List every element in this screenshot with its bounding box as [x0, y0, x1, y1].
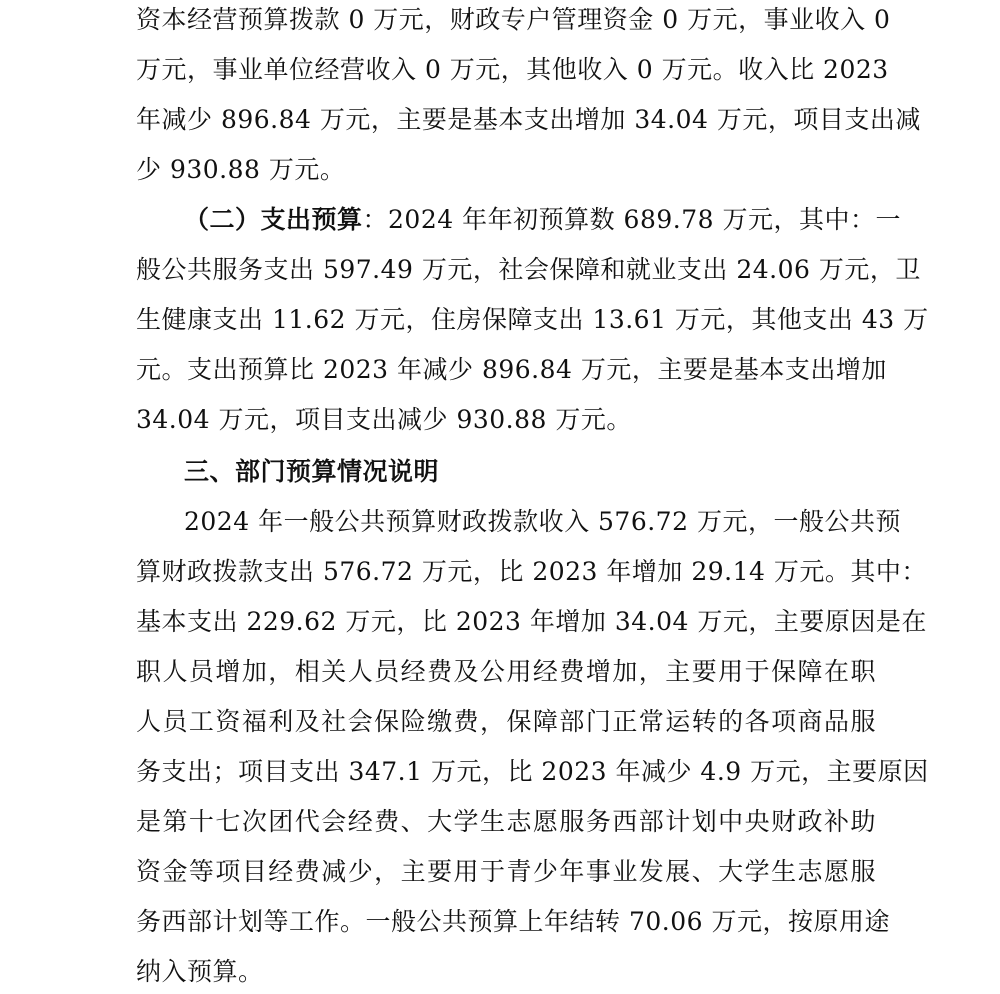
paragraph-3-line-8: 资金等项目经费减少，主要用于青少年事业发展、大学生志愿服 [136, 857, 876, 886]
paragraph-3-line-3: 基本支出 229.62 万元，比 2023 年增加 34.04 万元，主要原因是在 [136, 607, 927, 636]
paragraph-2-line-4: 元。支出预算比 2023 年减少 896.84 万元，主要是基本支出增加 [136, 355, 887, 384]
paragraph-3-line-2: 算财政拨款支出 576.72 万元，比 2023 年增加 29.14 万元。其中： [136, 557, 927, 586]
paragraph-2-line-3: 生健康支出 11.62 万元，住房保障支出 13.61 万元，其他支出 43 万 [136, 305, 929, 334]
paragraph-3-line-7: 是第十七次团代会经费、大学生志愿服务西部计划中央财政补助 [136, 807, 876, 836]
paragraph-3-line-9: 务西部计划等工作。一般公共预算上年结转 70.06 万元，按原用途 [136, 907, 890, 936]
paragraph-2-line-5: 34.04 万元，项目支出减少 930.88 万元。 [136, 405, 632, 434]
paragraph-1-line-1: 资本经营预算拨款 0 万元，财政专户管理资金 0 万元，事业收入 0 [136, 5, 891, 34]
paragraph-2-line-1 [184, 198, 901, 242]
paragraph-3-line-4: 职人员增加，相关人员经费及公用经费增加，主要用于保障在职 [136, 657, 876, 686]
paragraph-2-line-2: 般公共服务支出 597.49 万元，社会保障和就业支出 24.06 万元，卫 [136, 255, 921, 284]
paragraph-3-line-10: 纳入预算。 [136, 957, 264, 986]
paragraph-3-line-6: 务支出；项目支出 347.1 万元，比 2023 年减少 4.9 万元，主要原因 [136, 757, 929, 786]
section-heading: 三、部门预算情况说明 [184, 457, 440, 486]
paragraph-2-first-line-rest: ：2024 年年初预算数 689.78 万元，其中：一 [362, 205, 901, 234]
paragraph-3-line-5: 人员工资福利及社会保险缴费，保障部门正常运转的各项商品服 [136, 707, 876, 736]
paragraph-1-line-2: 万元，事业单位经营收入 0 万元，其他收入 0 万元。收入比 2023 [136, 55, 889, 84]
paragraph-3-line-1: 2024 年一般公共预算财政拨款收入 576.72 万元，一般公共预 [184, 507, 901, 536]
paragraph-1-line-3: 年减少 896.84 万元，主要是基本支出增加 34.04 万元，项目支出减 [136, 105, 921, 134]
paragraph-1-line-4: 少 930.88 万元。 [136, 155, 346, 184]
paragraph-2-lead: （二）支出预算 [184, 205, 363, 234]
